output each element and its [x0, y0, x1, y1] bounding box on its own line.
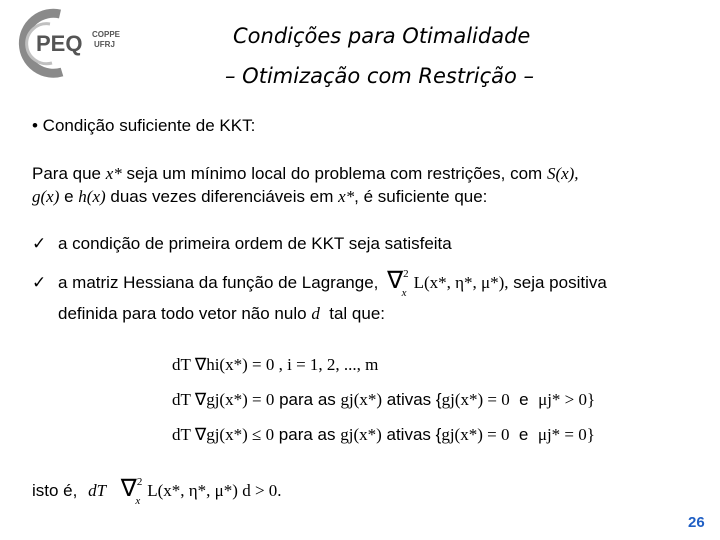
s-of-x: S(x),: [546, 164, 579, 183]
check-text-1: a condição de primeira ordem de KKT seja satisfeita: [58, 234, 452, 253]
condition-2-gj2: gj(x*) = 0: [441, 390, 510, 409]
logo-text: PEQ: [36, 31, 83, 56]
check-mark-icon: ✓: [32, 234, 47, 253]
logo: [8, 8, 128, 78]
condition-3-word2: ativas {: [381, 425, 442, 444]
x-star: x*: [105, 164, 122, 183]
check-mark-icon: ✓: [32, 273, 47, 292]
definida-line: [58, 304, 385, 324]
x-star-2: x*: [338, 187, 355, 206]
condition-1: [172, 355, 378, 375]
condition-2-gj: gj(x*): [340, 390, 383, 409]
isto-expr: L(x*, η*, μ*) d > 0.: [147, 481, 282, 500]
h-of-x: h(x): [78, 187, 106, 206]
page-number: 26: [688, 514, 705, 531]
page-title: Condições para Otimalidade: [233, 24, 531, 48]
condition-3-word1: para as: [274, 425, 341, 444]
condition-2-e: e: [509, 390, 539, 409]
condition-3: [172, 425, 595, 445]
and-e: e: [59, 187, 79, 206]
intro-text-c: duas vezes diferenciáveis em: [105, 187, 339, 206]
g-of-x: g(x): [32, 187, 60, 206]
intro-text-a: Para que: [32, 164, 106, 183]
tal-que: tal que:: [319, 304, 386, 323]
definida-text: definida para todo vetor não nulo: [58, 304, 312, 323]
condition-3-mu: μj* = 0}: [537, 425, 595, 444]
hessian-nabla: ∇$^2_x$: [387, 268, 409, 299]
check-text-2a: a matriz Hessiana da função de Lagrange,: [58, 273, 379, 292]
condition-2-word2: ativas {: [382, 390, 442, 409]
intro-line-2: [32, 187, 487, 207]
condition-2-word1: para as: [274, 390, 341, 409]
condition-3-expr: dT ∇gj(x*) ≤ 0: [172, 425, 275, 444]
check-text-2b: seja positiva: [508, 273, 607, 292]
lagrangian: L(x*, η*, μ*),: [413, 273, 509, 292]
condition-2: [172, 390, 595, 410]
isto-line: [32, 474, 282, 505]
isto-nabla: ∇$^2_x$: [120, 476, 143, 507]
intro-text-d: , é suficiente que:: [354, 187, 488, 206]
condition-2-expr: dT ∇gj(x*) = 0: [172, 390, 275, 409]
logo-coppe: COPPE: [92, 30, 121, 39]
condition-3-gj2: gj(x*) = 0: [441, 425, 510, 444]
d-var: d: [311, 304, 320, 323]
logo-ufrj: UFRJ: [94, 40, 115, 49]
intro-line-1: [32, 164, 579, 184]
isto-dT: dT: [88, 481, 107, 500]
condition-2-mu: μj* > 0}: [538, 390, 596, 409]
page-subtitle: – Otimização com Restrição –: [225, 64, 535, 88]
bullet-heading: • Condição suficiente de KKT:: [32, 116, 256, 135]
check-item-1: [32, 234, 452, 254]
check-item-2: [32, 266, 607, 297]
condition-3-e: e: [509, 425, 538, 444]
intro-text-b: seja um mínimo local do problema com restrições, com: [121, 164, 547, 183]
isto-label: isto é,: [32, 481, 78, 500]
condition-1-expr: dT ∇hi(x*) = 0: [172, 355, 275, 374]
condition-3-gj: gj(x*): [340, 425, 382, 444]
condition-1-range: , i = 1, 2, ..., m: [274, 355, 379, 374]
